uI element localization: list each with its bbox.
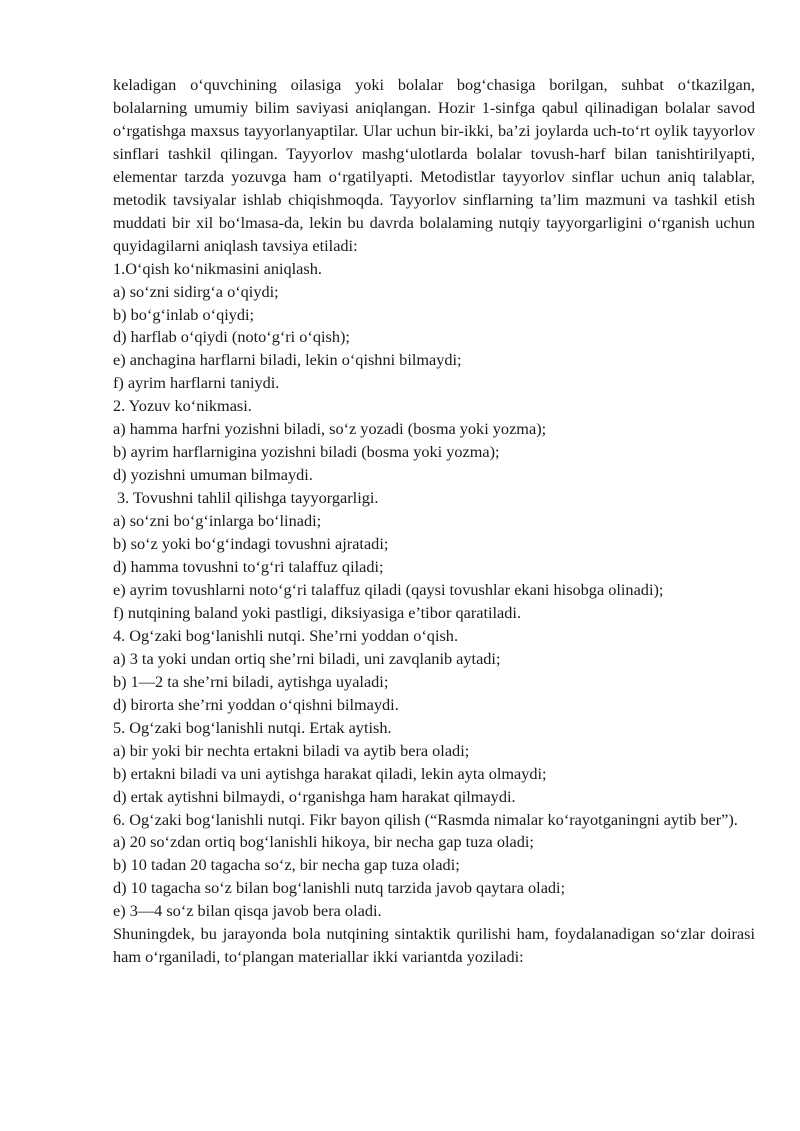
section-heading-6: 6. Og‘zaki bog‘lanishli nutqi. Fikr bayon qilish (“Rasmda nimalar ko‘rayotganingni aytib ber”).	[113, 809, 738, 829]
list-item: b) 10 tadan 20 tagacha so‘z, bir necha gap tuza oladi;	[113, 855, 460, 875]
list-item: a) so‘zni sidirg‘a o‘qiydi;	[113, 281, 279, 301]
list-item: e) anchagina harflarni biladi, lekin o‘qishni bilmaydi;	[113, 350, 462, 370]
outro-paragraph: Shuningdek, bu jarayonda bola nutqining sintaktik qurilishi ham, foydalanadigan so‘zlar doirasi ham o‘rganiladi, to‘plangan materiallar ikki variantda yoziladi:	[113, 924, 755, 967]
list-item: e) 3—4 so‘z bilan qisqa javob bera oladi.	[113, 901, 382, 921]
list-item: b) bo‘g‘inlab o‘qiydi;	[113, 304, 255, 324]
document-page	[113, 74, 755, 969]
section-heading-1: 1.O‘qish ko‘nikmasini aniqlash.	[113, 258, 322, 278]
list-item: a) 20 so‘zdan ortiq bog‘lanishli hikoya, bir necha gap tuza oladi;	[113, 832, 534, 852]
list-item: a) 3 ta yoki undan ortiq she’rni biladi, uni zavqlanib aytadi;	[113, 648, 501, 668]
section-heading-4: 4. Og‘zaki bog‘lanishli nutqi. She’rni yoddan o‘qish.	[113, 625, 459, 645]
section-heading-3: 3. Tovushni tahlil qilishga tayyorgarligi.	[117, 488, 379, 508]
list-item: d) hamma tovushni to‘g‘ri talaffuz qiladi;	[113, 557, 384, 577]
list-item: e) ayrim tovushlarni noto‘g‘ri talaffuz qiladi (qaysi tovushlar ekani hisobga olinadi);	[113, 579, 664, 599]
list-item: b) ertakni biladi va uni aytishga harakat qiladi, lekin ayta olmaydi;	[113, 763, 547, 783]
list-item: b) 1—2 ta she’rni biladi, aytishga uyaladi;	[113, 671, 389, 691]
section-heading-2: 2. Yozuv ko‘nikmasi.	[113, 396, 252, 416]
list-item: b) ayrim harflarnigina yozishni biladi (bosma yoki yozma);	[113, 442, 500, 462]
list-item: a) hamma harfni yozishni biladi, so‘z yozadi (bosma yoki yozma);	[113, 419, 547, 439]
list-item: d) ertak aytishni bilmaydi, o‘rganishga ham harakat qilmaydi.	[113, 786, 516, 806]
list-item: d) 10 tagacha so‘z bilan bog‘lanishli nutq tarzida javob qaytara oladi;	[113, 878, 566, 898]
list-item: d) yozishni umuman bilmaydi.	[113, 465, 313, 485]
list-item: f) nutqining baland yoki pastligi, diksiyasiga e’tibor qaratiladi.	[113, 602, 522, 622]
list-item: d) harflab o‘qiydi (noto‘g‘ri o‘qish);	[113, 327, 350, 347]
section-heading-5: 5. Og‘zaki bog‘lanishli nutqi. Ertak aytish.	[113, 717, 392, 737]
list-item: a) so‘zni bo‘g‘inlarga bo‘linadi;	[113, 511, 322, 531]
intro-paragraph: keladigan o‘quvchining oilasiga yoki bolalar bog‘chasiga borilgan, suhbat o‘tkazilgan, bolalarning umumiy bilim saviyasi aniqlangan. Hozir 1-sinfga qabul qilinadigan bolalar savod o‘rgatishga maxsus tayyorlanyaptilar. Ular uchun bir-ikki, ba’zi joylarda uch-to‘rt oylik tayyorlov sinflari tashkil qilingan. Tayyorlov mashg‘ulotlarda bolalar tovush-harf bilan tanishtirilyapti, elementar tarzda yozuvga ham o‘rgatilyapti. Metodistlar tayyorlov sinflar uchun aniq talablar, metodik tavsiyalar ishlab chiqishmoqda. Tayyorlov sinflarning ta’lim mazmuni va tashkil etish muddati bir xil bo‘lmasa-da, lekin bu davrda bolalaming nutqiy tayyorgarligini o‘rganish uchun quyidagilarni aniqlash tavsiya etiladi:	[113, 75, 755, 255]
list-item: f) ayrim harflarni taniydi.	[113, 373, 280, 393]
list-item: a) bir yoki bir nechta ertakni biladi va aytib bera oladi;	[113, 740, 470, 760]
list-item: b) so‘z yoki bo‘g‘indagi tovushni ajratadi;	[113, 534, 389, 554]
list-item: d) birorta she’rni yoddan o‘qishni bilmaydi.	[113, 694, 399, 714]
